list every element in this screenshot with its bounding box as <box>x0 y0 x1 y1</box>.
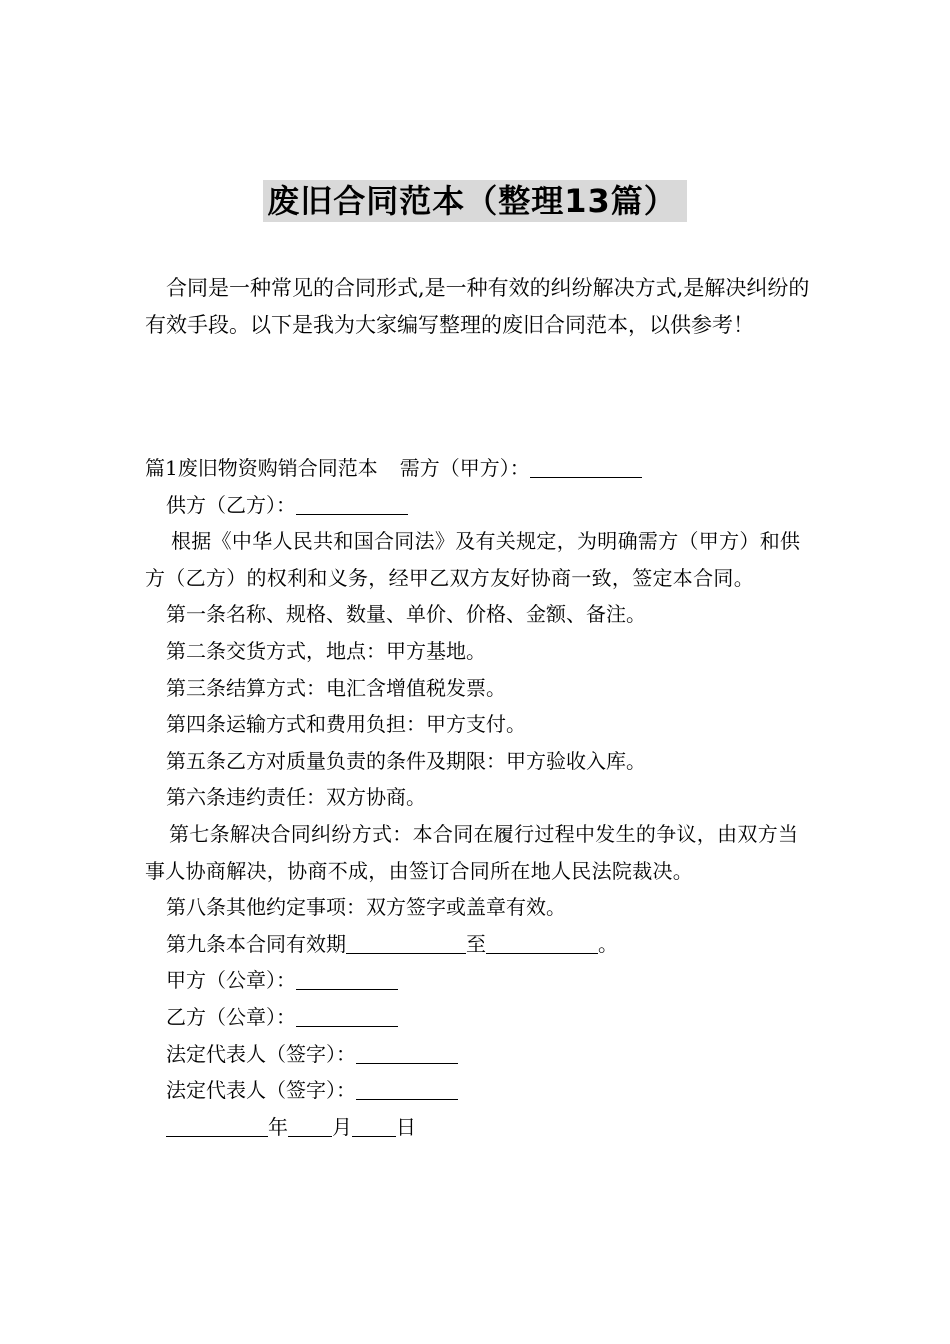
party-b-line <box>145 487 810 524</box>
title-container <box>0 180 950 222</box>
date-line <box>145 1109 810 1146</box>
document-title: 废旧合同范本（整理13篇） <box>263 180 687 222</box>
article-9 <box>145 926 810 963</box>
article-3: 第三条结算方式：电汇含增值税发票。 <box>166 675 506 700</box>
rep-a-label: 法定代表人（签字）： <box>166 1041 356 1066</box>
seal-b-label: 乙方（公章）： <box>166 1004 296 1029</box>
date-year-label: 年 <box>268 1114 288 1139</box>
party-a-blank <box>530 476 642 478</box>
party-a-label: 需方（甲方）： <box>399 456 530 480</box>
seal-a-label: 甲方（公章）： <box>166 968 296 993</box>
article-4: 第四条运输方式和费用负担：甲方支付。 <box>166 712 526 737</box>
rep-b-line <box>145 1072 810 1109</box>
article-9-prefix: 第九条本合同有效期 <box>166 931 346 956</box>
seal-a-blank <box>296 988 398 990</box>
intro-paragraph: 合同是一种常见的合同形式,是一种有效的纠纷解决方式,是解决纠纷的有效手段。以下是我为大家编写整理的废旧合同范本，以供参考！ <box>145 276 810 337</box>
seal-b-blank <box>296 1025 398 1027</box>
article-2: 第二条交货方式，地点：甲方基地。 <box>166 638 486 663</box>
rep-a-blank <box>356 1062 458 1064</box>
article-8: 第八条其他约定事项：双方签字或盖章有效。 <box>166 895 566 920</box>
validity-end-blank <box>486 952 598 954</box>
seal-b-line <box>145 999 810 1036</box>
party-b-blank <box>296 513 408 515</box>
article-9-suffix: 。 <box>598 931 618 956</box>
day-blank <box>352 1135 396 1137</box>
section-heading-line <box>145 450 810 487</box>
rep-b-blank <box>356 1098 458 1100</box>
contract-section-1 <box>145 450 810 1145</box>
month-blank <box>288 1135 332 1137</box>
rep-a-line <box>145 1036 810 1073</box>
article-6: 第六条违约责任：双方协商。 <box>166 785 426 810</box>
date-month-label: 月 <box>332 1114 352 1139</box>
article-7: 第七条解决合同纠纷方式：本合同在履行过程中发生的争议，由双方当事人协商解决，协商不成，由签订合同所在地人民法院裁决。 <box>145 821 799 883</box>
preamble-paragraph: 根据《中华人民共和国合同法》及有关规定，为明确需方（甲方）和供方（乙方）的权利和义务，经甲乙双方友好协商一致，签定本合同。 <box>145 529 801 590</box>
article-1: 第一条名称、规格、数量、单价、价格、金额、备注。 <box>166 602 646 627</box>
date-day-label: 日 <box>396 1114 416 1139</box>
article-5: 第五条乙方对质量负责的条件及期限：甲方验收入库。 <box>166 748 646 773</box>
rep-b-label: 法定代表人（签字）： <box>166 1078 356 1103</box>
article-9-mid: 至 <box>466 931 486 956</box>
party-b-label: 供方（乙方）： <box>166 492 296 517</box>
validity-start-blank <box>346 952 466 954</box>
seal-a-line <box>145 962 810 999</box>
section-heading: 篇1废旧物资购销合同范本 <box>145 456 378 480</box>
year-blank <box>166 1135 268 1137</box>
